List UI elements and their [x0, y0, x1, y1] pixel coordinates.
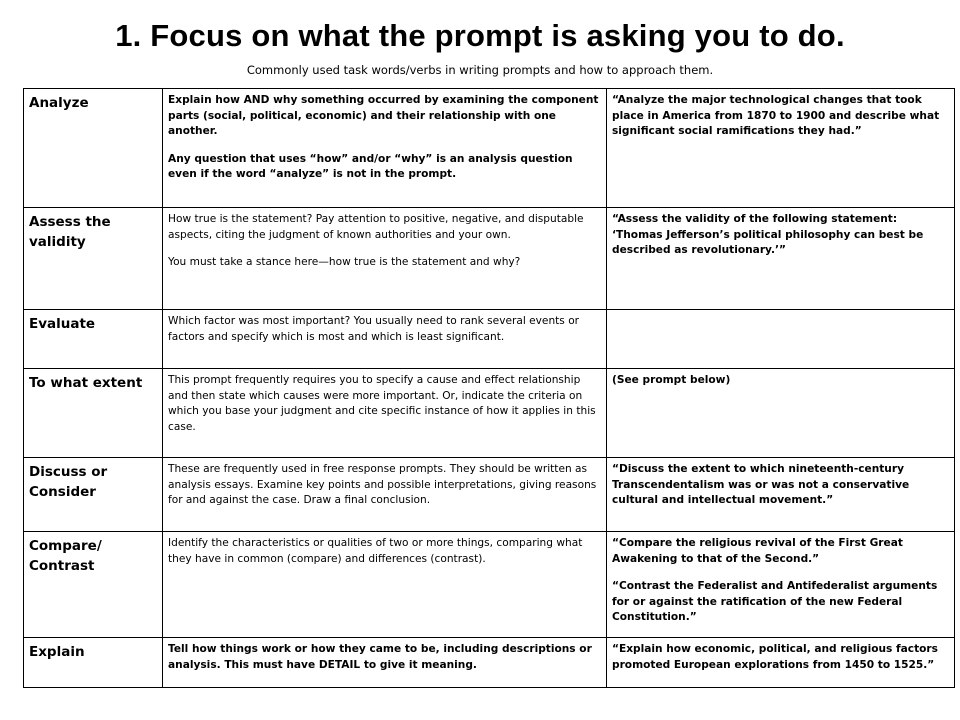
example-prompt: “Contrast the Federalist and Antifederalist arguments for or against the ratification of the new Federal Constitution.” [612, 580, 938, 623]
example-cell [607, 369, 955, 458]
example-cell [607, 458, 955, 532]
approach-cell [163, 638, 607, 688]
page-title: 1. Focus on what the prompt is asking you to do. [115, 18, 845, 53]
table-row [24, 310, 955, 369]
table-row [24, 89, 955, 208]
task-word: Explain [29, 644, 85, 660]
task-word: Evaluate [29, 316, 96, 332]
example-cell [607, 208, 955, 310]
task-word-cell [24, 310, 163, 369]
approach-text: This prompt frequently requires you to specify a cause and effect relationship and then state which causes were more important. Or, indicate the criteria on which you base your judgment and cite specific instance of how it applies in this case. [168, 374, 596, 433]
example-cell [607, 532, 955, 638]
approach-text: You must take a stance here—how true is the statement and why? [168, 256, 521, 268]
approach-text: How true is the statement? Pay attention to positive, negative, and disputable aspects, citing the judgment of known authorities and your own. [168, 213, 584, 241]
example-cell [607, 638, 955, 688]
task-word-cell [24, 89, 163, 208]
example-prompt: “Assess the validity of the following statement: ‘Thomas Jefferson’s political philosophy can best be described as revolutionary.’” [612, 213, 924, 256]
table-row [24, 458, 955, 532]
table-row [24, 369, 955, 458]
approach-text: Identify the characteristics or qualities of two or more things, comparing what they have in common (compare) and differences (contrast). [168, 537, 583, 565]
page-subtitle: Commonly used task words/verbs in writing prompts and how to approach them. [246, 63, 714, 77]
table-row [24, 638, 955, 688]
task-word-cell [24, 208, 163, 310]
approach-text: Tell how things work or how they came to be, including descriptions or analysis. This must have DETAIL to give it meaning. [168, 643, 592, 671]
example-prompt: “Compare the religious revival of the First Great Awakening to that of the Second.” [612, 537, 903, 565]
task-word: Analyze [29, 95, 89, 111]
approach-cell [163, 532, 607, 638]
task-word-cell [24, 458, 163, 532]
approach-cell [163, 369, 607, 458]
approach-cell [163, 89, 607, 208]
approach-text: These are frequently used in free response prompts. They should be written as analysis essays. Examine key points and possible interpretations, giving reasons for and against the case. Draw a final conclusion. [168, 463, 597, 506]
approach-cell [163, 310, 607, 369]
approach-text: Explain how AND why something occurred by examining the component parts (social, political, economic) and their relationship with one another. [168, 94, 599, 137]
table-row [24, 532, 955, 638]
task-word: Assess the validity [29, 214, 111, 250]
example-prompt: “Discuss the extent to which nineteenth-century Transcendentalism was or was not a conservative cultural and intellectual movement.” [612, 463, 910, 506]
task-word-cell [24, 532, 163, 638]
example-prompt: “Explain how economic, political, and religious factors promoted European explorations from 1450 to 1525.” [612, 643, 938, 671]
example-prompt: (See prompt below) [612, 374, 731, 386]
task-words-table [23, 88, 955, 688]
task-word: Compare/ Contrast [29, 538, 102, 574]
table-row [24, 208, 955, 310]
example-prompt: “Analyze the major technological changes that took place in America from 1870 to 1900 and describe what significant social ramifications they had.” [612, 94, 940, 137]
approach-cell [163, 458, 607, 532]
task-word-cell [24, 369, 163, 458]
task-word-cell [24, 638, 163, 688]
task-word: To what extent [29, 375, 143, 391]
example-cell [607, 310, 955, 369]
task-word: Discuss or Consider [29, 464, 108, 500]
approach-text: Any question that uses “how” and/or “why” is an analysis question even if the word “analyze” is not in the prompt. [168, 152, 573, 180]
approach-text: Which factor was most important? You usually need to rank several events or factors and specify which is most and which is least significant. [168, 315, 580, 343]
example-cell [607, 89, 955, 208]
approach-cell [163, 208, 607, 310]
